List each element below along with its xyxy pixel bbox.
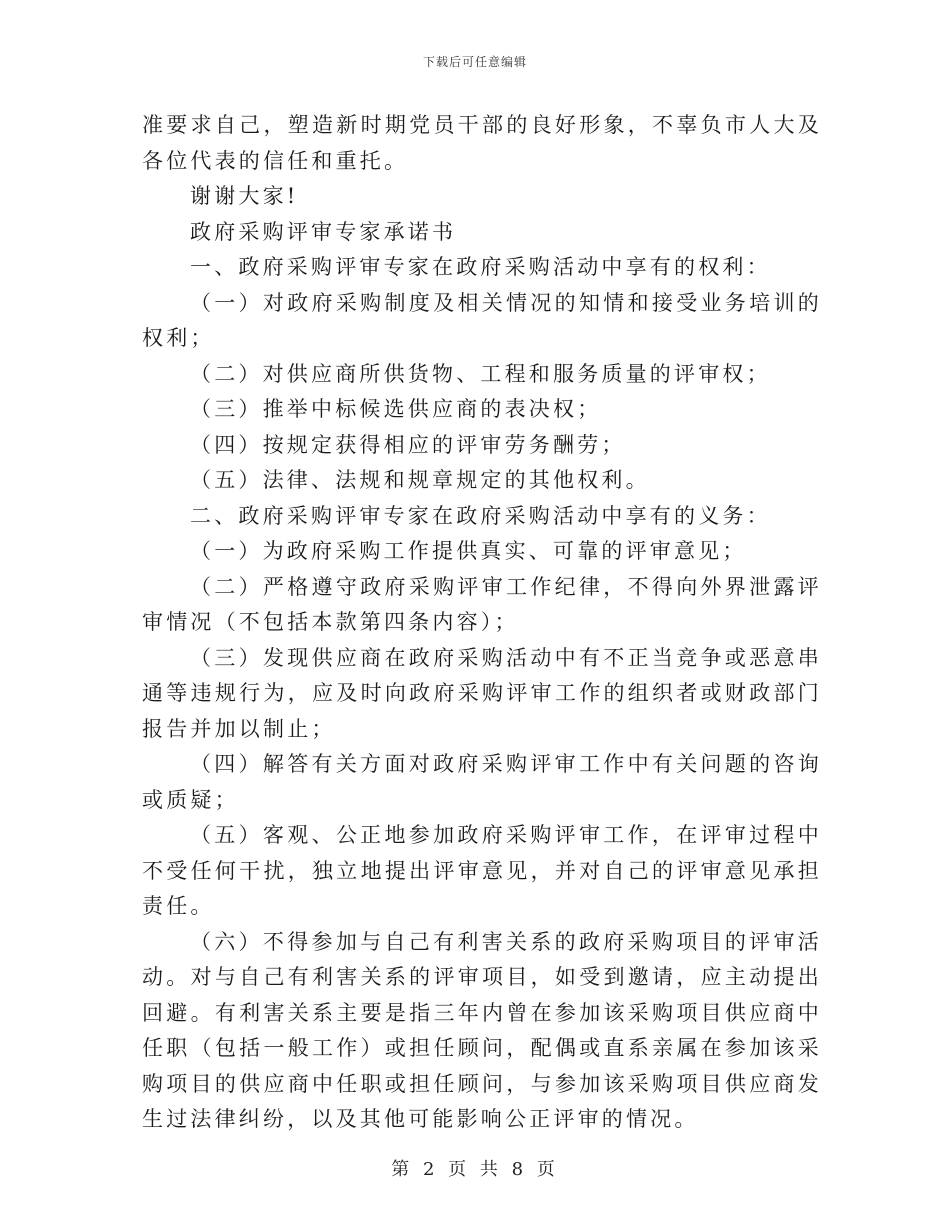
paragraph: （三）发现供应商在政府采购活动中有不正当竞争或恶意串通等违规行为，应及时向政府采购评审工作的组织者或财政部门报告并加以制止；	[142, 645, 822, 741]
paragraph: 谢谢大家!	[190, 184, 299, 208]
page-header: 下载后可任意编辑	[422, 55, 527, 69]
paragraph: （三）推举中标候选供应商的表决权；	[190, 397, 602, 421]
paragraph: 准要求自己，塑造新时期党员干部的良好形象，不辜负市人大及各位代表的信任和重托。	[142, 113, 822, 173]
paragraph: （五）法律、法规和规章规定的其他权利。	[190, 468, 650, 492]
paragraph: （六）不得参加与自己有利害关系的政府采购项目的评审活动。对与自己有利害关系的评审项目，如受到邀请，应主动提出回避。有利害关系主要是指三年内曾在参加该采购项目供应商中任职（包括一般工作）或担任顾问，配偶或直系亲属在参加该采购项目的供应商中任职或担任顾问，与参加该采购项目供应商发生过法律纠纷，以及其他可能影响公正评审的情况。	[142, 929, 822, 1131]
paragraph: （五）客观、公正地参加政府采购评审工作，在评审过程中不受任何干扰，独立地提出评审意见，并对自己的评审意见承担责任。	[142, 823, 822, 918]
paragraph: （四）按规定获得相应的评审劳务酬劳；	[190, 432, 626, 457]
paragraph: （二）严格遵守政府采购评审工作纪律，不得向外界泄露评审情况（不包括本款第四条内容）；	[142, 574, 822, 634]
paragraph: 二、政府采购评审专家在政府采购活动中享有的义务：	[190, 503, 771, 528]
paragraph: （二）对供应商所供货物、工程和服务质量的评审权；	[190, 361, 771, 386]
paragraph: （一）对政府采购制度及相关情况的知情和接受业务培训的权利；	[142, 290, 822, 350]
document-body	[142, 108, 822, 1138]
paragraph: （四）解答有关方面对政府采购评审工作中有关问题的咨询或质疑；	[142, 752, 822, 812]
paragraph: 一、政府采购评审专家在政府采购活动中享有的权利：	[190, 255, 771, 279]
page-number: 第 2 页 共 8 页	[391, 1159, 559, 1180]
paragraph: 政府采购评审专家承诺书	[190, 219, 457, 244]
paragraph: （一）为政府采购工作提供真实、可靠的评审意见；	[190, 539, 747, 563]
